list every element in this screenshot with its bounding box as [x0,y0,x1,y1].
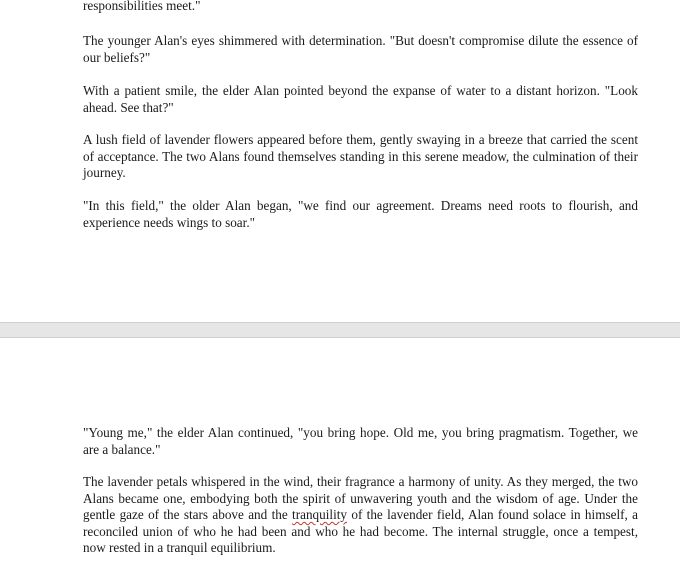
paragraph-7[interactable] [83,474,638,557]
paragraph-4[interactable]: A lush field of lavender flowers appeared before them, gently swaying in a breeze that carried the scent of acceptance. The two Alans found themselves standing in this serene meadow, the culmination of their journey. [83,132,638,180]
paragraph-5[interactable]: "In this field," the older Alan began, "we find our agreement. Dreams need roots to flourish, and experience needs wings to soar." [83,198,638,230]
spellcheck-flagged-word[interactable]: tranquility [292,507,347,522]
page-break-separator [0,322,680,338]
paragraph-3[interactable]: With a patient smile, the elder Alan pointed beyond the expanse of water to a distant horizon. "Look ahead. See that?" [83,83,638,115]
paragraph-6[interactable]: "Young me," the elder Alan continued, "you bring hope. Old me, you bring pragmatism. Together, we are a balance." [83,425,638,457]
paragraph-7-text-after: of the lavender field, Alan found solace in himself, a reconciled union of who he had been and who he had become. The internal struggle, once a tempest, now rested in a tranquil equilibrium. [83,507,638,555]
paragraph-2[interactable]: The younger Alan's eyes shimmered with determination. "But doesn't compromise dilute the essence of our beliefs?" [83,33,638,65]
document-page-2[interactable] [0,338,680,566]
paragraph-7-text-before: The lavender petals whispered in the wind, their fragrance a harmony of unity. As they merged, the two Alans became one, embodying both the spirit of unwavering youth and the wisdom of age. Under the gentle gaze of the stars above and the [83,474,638,522]
paragraph-1[interactable]: responsibilities meet." [83,0,201,13]
